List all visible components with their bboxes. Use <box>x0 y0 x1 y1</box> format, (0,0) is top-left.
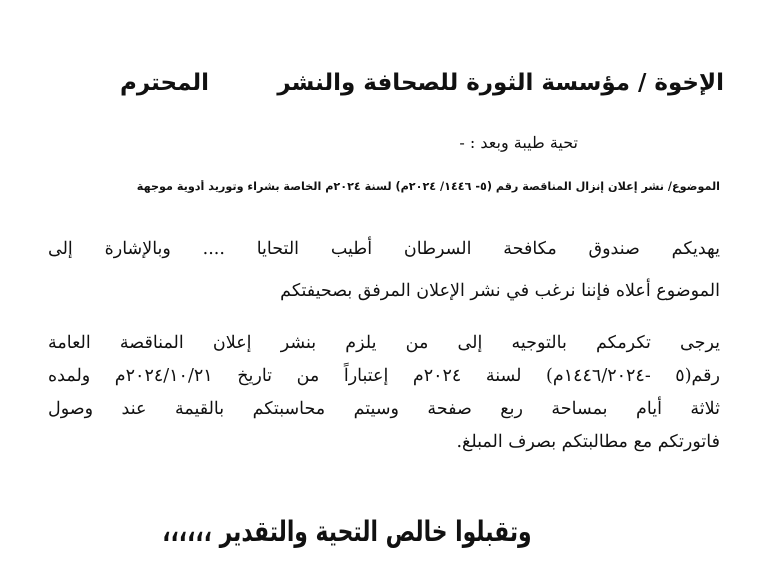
greeting: تحية طيبة وبعد : - <box>459 133 578 152</box>
paragraph-request <box>48 327 720 459</box>
addressee: الإخوة / مؤسسة الثورة للصحافة والنشر <box>277 70 724 96</box>
paragraph-line: رقم(٥ -١٤٤٦/٢٠٢٤م) لسنة ٢٠٢٤م إعتباراً من تاريخ ٢٠٢٤/١٠/٢١م ولمده <box>48 366 720 386</box>
paragraph-line: فاتورتكم مع مطالبتكم بصرف المبلغ. <box>456 432 720 452</box>
honorific: المحترم <box>120 70 210 96</box>
paragraph-intro <box>48 228 720 312</box>
closing-line: وتقبلوا خالص التحية والتقدير ،،،،،، <box>162 515 532 548</box>
paragraph-line: الموضوع أعلاه فإننا نرغب في نشر الإعلان المرفق بصحيفتكم <box>280 281 720 301</box>
paragraph-line: ثلاثة أيام بمساحة ربع صفحة وسيتم محاسبتكم بالقيمة عند وصول <box>48 399 720 419</box>
addressee-line <box>120 70 724 96</box>
paragraph-line: يرجى تكرمكم بالتوجيه إلى من يلزم بنشر إعلان المناقصة العامة <box>48 333 720 353</box>
subject-line: الموضوع/ نشر إعلان إنزال المناقصة رقم (٥- ١٤٤٦/ ٢٠٢٤م) لسنة ٢٠٢٤م الخاصة بشراء وتوريد أدوية موجهة <box>136 180 720 193</box>
paragraph-line: يهديكم صندوق مكافحة السرطان أطيب التحايا .... وبالإشارة إلى <box>48 239 720 259</box>
